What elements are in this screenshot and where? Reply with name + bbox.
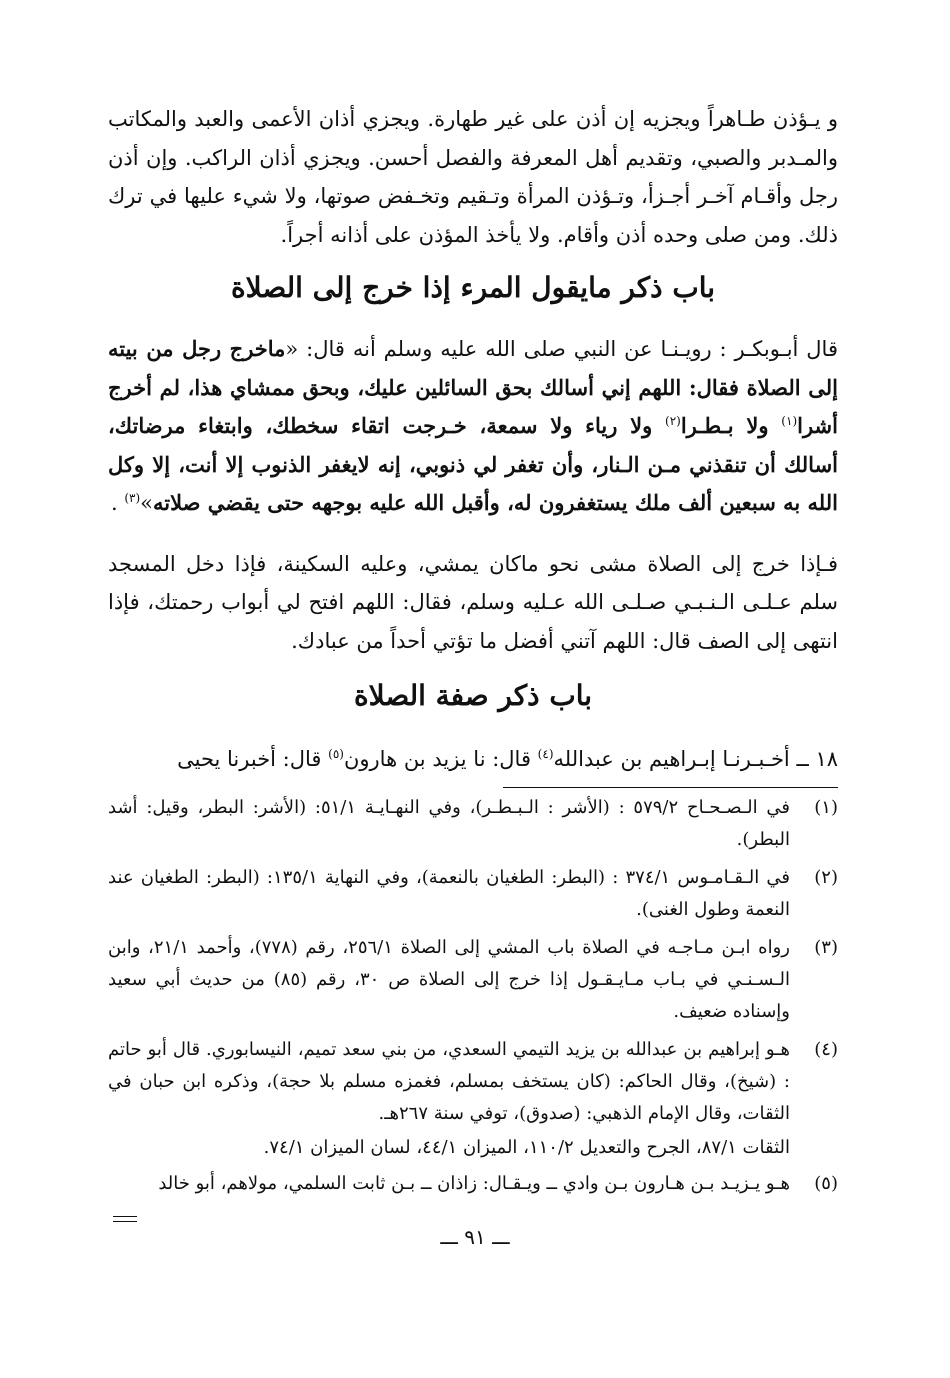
hadith-intro: قال أبـوبكـر : رويـنـا عن النبي صلى الله عليه وسلم أنه قال: « [285,337,838,361]
paragraph-adhan: و يـؤذن طـاهراً ويجزيه إن أذن على غير طهارة. ويجزي أذان الأعمى والعبد والمكاتب والمـدبر والصبي، وتقديم أهل المعرفة والفصل أحسن. ويجزي أذان الراكب. وإن أذن رجل وأقـام آخـر أجـزأ، وتـؤذن المرأة وتـقيم وتخـفض صوتها، ولا شيء عليها في ترك ذلك. ومن صلى وحده أذن وأقام. ولا يأخذ المؤذن على أذانه أجراً. [108,107,838,247]
narration-part-b: قال: نا يزيد بن هارون [343,747,538,771]
hadith-close-quote: » [140,491,154,515]
footnote-ref-3[interactable]: (٣) [124,491,141,505]
footnote-number: (٥) [814,1173,838,1194]
chapter-heading-prayer-description: باب ذكر صفة الصلاة [353,679,593,712]
footnote-text: في الـقـامـوس ٣٧٤/١ : (البطر: الطغيان بالنعمة)، وفي النهاية ١٣٥/١: (البطر: الطغيان عند النعمة وطول الغنى). [108,867,791,920]
footnote-ref-2[interactable]: (٢) [665,414,681,428]
footnote-5 [108,1168,838,1200]
paragraph-hadith [108,330,838,523]
hadith-text-2: ولا بـطـرا [680,413,782,438]
footnote-text: هـو يـزيـد بـن هـارون بـن وادي ــ ويـقـال: زاذان ــ بـن ثابت السلمي، مولاهم، أبو خالد [158,1173,790,1194]
footnote-number: (١) [814,797,838,818]
footnote-text: رواه ابـن مـاجـه في الصلاة باب المشي إلى الصلاة ٢٥٦/١، رقم (٧٧٨)، وأحمد ٢١/١، وابن الـسـنـي في بـاب مـايـقـول إذا خرج إلى الصلاة ص ٣٠، رقم (٨٥) من حديث أبي سعيد وإسناده ضعيف. [108,937,791,1022]
footnote-text: في الـصـحـاح ٥٧٩/٢ : (الأشر : الـبـطـر)، وفي النهـايـة ٥١/١: (الأشر: البطر، وقيل: أشد البطر). [108,797,790,850]
footnote-number: (٣) [814,937,838,958]
footnote-ref-4[interactable]: (٤) [537,747,554,761]
footnote-number: (٤) [814,1039,838,1060]
hadith-text-1: ماخرج رجل من بيته إلى الصلاة فقال: اللهم إني أسالك بحق السائلين عليك، وبحق ممشاي هذا، لم أخرج أشرا [108,336,838,438]
footnote-ref-5[interactable]: (٥) [328,747,344,761]
footnote-number: (٢) [814,867,838,888]
hadith-text-3: ولا رياء ولا سمعة، خـرجت اتقاء سخطك، وابتغاء مرضاتك، أسالك أن تنقذني مـن الـنار، وأن تغفر لي ذنوبي، إنه لايغفر الذنوب إلا أنت، إلا وكل الله به سبعين ألف ملك يستغفرون له، وأقبل الله عليه بوجهه حتى يقضي صلاته [108,413,838,515]
paragraph-walking: فـإذا خرج إلى الصلاة مشى نحو ماكان يمشي، وعليه السكينة، فإذا دخل المسجد سلم عـلـى الـنـبـي صـلـى الله عـليه وسلم، فقال: اللهم افتح لي أبواب رحمتك، فإذا انتهى إلى الصف قال: اللهم آتني أفضل ما تؤتي أحداً من عبادك. [108,551,838,653]
hadith-end: . [110,491,125,515]
footnotes-section [108,792,838,1206]
chapter-heading-going-out: باب ذكر مايقول المرء إذا خرج إلى الصلاة [230,271,716,304]
footnote-3 [108,932,838,1028]
main-text [108,100,838,779]
footnote-1 [108,792,838,856]
paragraph-narration-18 [108,740,838,779]
narration-part-a: ١٨ ــ أخـبـرنـا إبـراهيم بن عبدالله [553,747,838,771]
page-number: ـــ ٩١ ـــ [440,1225,510,1249]
footnote-2 [108,862,838,926]
footnote-text: هـو إبراهيم بن عبدالله بن يزيد التيمي السعدي، من بني سعد تميم، النيسابوري. قال أبو حاتم : (شيخ)، وقال الحاكم: (كان يستخف بمسلم، فغمزه مسلم بلا حجة)، وذكره ابن حبان في الثقات، وقال الإمام الذهبي: (صدوق)، توفي سنة ٢٦٧هـ. [108,1039,790,1124]
footnote-separator [503,787,838,788]
footnote-ref-1[interactable]: (١) [781,414,798,428]
footnote-4 [108,1034,838,1130]
narration-part-c: قال: أخبرنا يحيى [177,747,329,771]
footnote-4-sources: الثقات ٨٧/١، الجرح والتعديل ١١٠/٢، الميزان ٤٤/١، لسان الميزان ٧٤/١. [263,1137,790,1158]
